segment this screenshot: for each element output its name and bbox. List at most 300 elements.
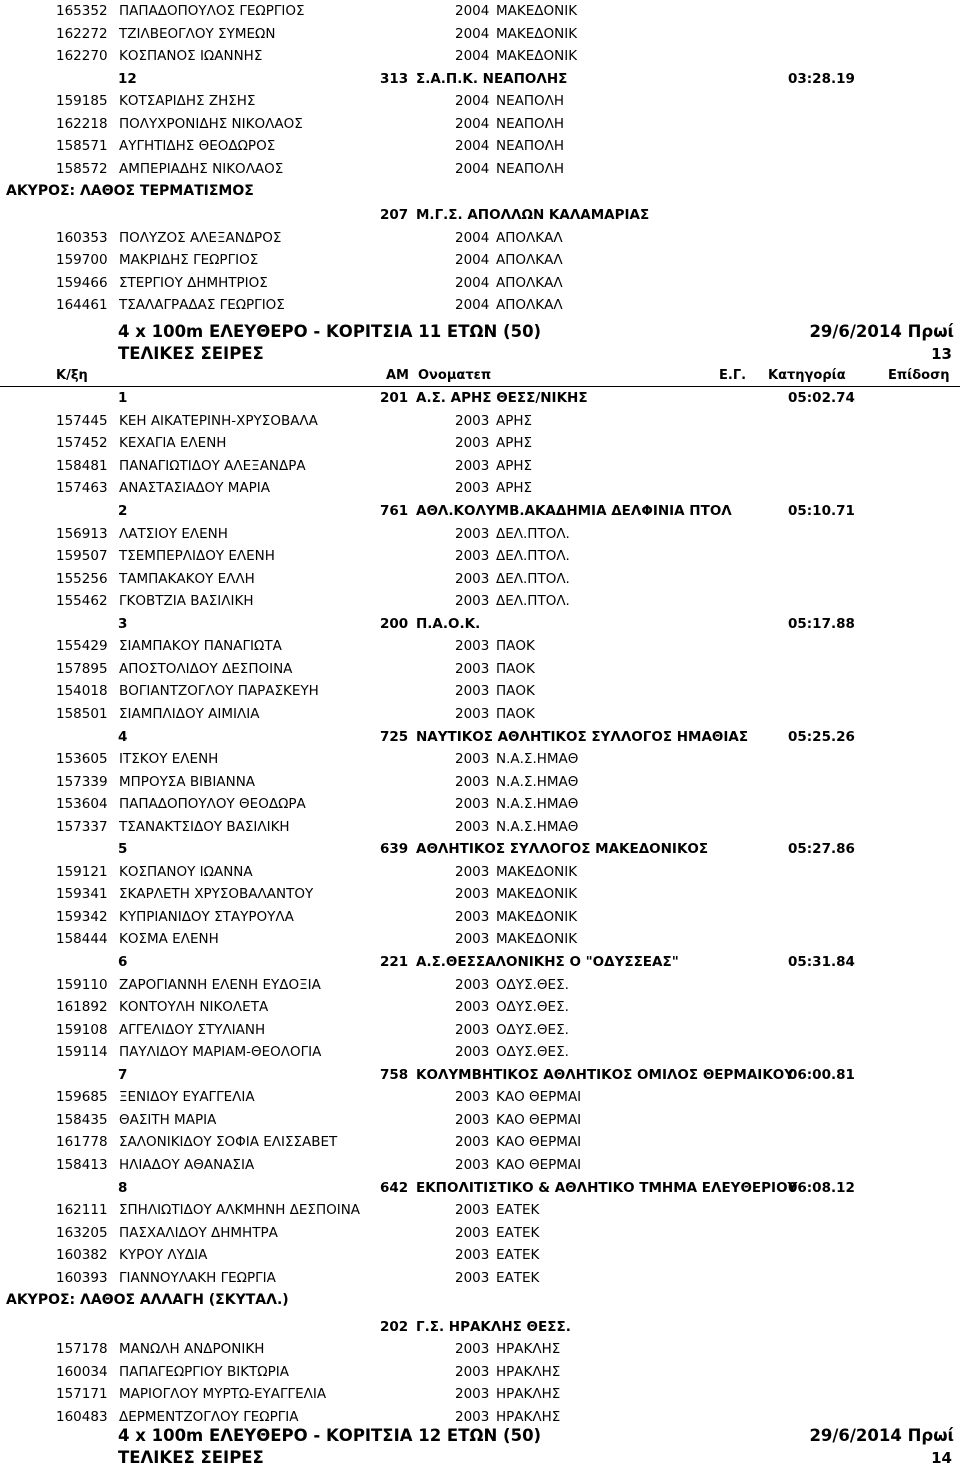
- team-club: ΝΑΥΤΙΚΟΣ ΑΘΛΗΤΙΚΟΣ ΣΥΛΛΟΓΟΣ ΗΜΑΘΙΑΣ: [416, 728, 749, 745]
- team-time: 06:00.81: [788, 1066, 855, 1083]
- swimmer-row: [0, 1109, 960, 1131]
- swimmer-name: ΤΑΜΠΑΚΑΚΟΥ ΕΛΛΗ: [119, 570, 255, 587]
- swimmer-name: ΠΑΠΑΔΟΠΟΥΛΟΣ ΓΕΩΡΓΙΟΣ: [119, 3, 305, 19]
- swimmer-name: ΔΕΡΜΕΝΤΖΟΓΛΟΥ ΓΕΩΡΓΙΑ: [119, 1409, 299, 1425]
- swimmer-name: ΜΑΚΡΙΔΗΣ ΓΕΩΡΓΙΟΣ: [119, 252, 259, 269]
- swimmer-row: [0, 227, 960, 249]
- team-rank: 5: [118, 841, 128, 858]
- swimmer-year: 2004: [455, 48, 490, 65]
- swimmer-am: 159185: [56, 93, 108, 110]
- swimmer-club: ΝΕΑΠΟΛΗ: [496, 138, 565, 155]
- swimmer-am: 156913: [56, 525, 108, 542]
- swimmer-row: [0, 748, 960, 770]
- swimmer-am: 160393: [56, 1269, 108, 1286]
- swimmer-year: 2003: [455, 412, 490, 429]
- swimmer-am: 159108: [56, 1021, 108, 1038]
- swimmer-row: [0, 1222, 960, 1244]
- swimmer-row: [0, 545, 960, 567]
- swimmer-name: ΚΥΠΡΙΑΝΙΔΟΥ ΣΤΑΥΡΟΥΛΑ: [119, 908, 294, 925]
- team-row: [0, 1177, 960, 1199]
- team-rank: 6: [118, 954, 128, 970]
- swimmer-am: 158444: [56, 931, 108, 948]
- swimmer-name: ΠΑΠΑΔΟΠΟΥΛΟΥ ΘΕΟΔΩΡΑ: [119, 796, 306, 813]
- team-club: Π.Α.Ο.Κ.: [416, 615, 481, 632]
- event-title: 4 x 100m ΕΛΕΥΘΕΡΟ - ΚΟΡΙΤΣΙΑ 11 ΕΤΩΝ (50): [118, 321, 542, 341]
- swimmer-club: ΑΡΗΣ: [496, 435, 533, 452]
- swimmer-name: ΣΙΑΜΠΑΚΟΥ ΠΑΝΑΓΙΩΤΑ: [119, 638, 282, 655]
- swimmer-club: ΔΕΛ.ΠΤΟΛ.: [496, 570, 570, 587]
- swimmer-club: ΑΡΗΣ: [496, 480, 533, 497]
- swimmer-club: ΜΑΚΕΔΟΝΙΚ: [496, 48, 578, 65]
- swimmer-name: ΚΟΝΤΟΥΛΗ ΝΙΚΟΛΕΤΑ: [119, 999, 269, 1016]
- status-text: ΑΚΥΡΟΣ: ΛΑΘΟΣ ΑΛΛΑΓΗ (ΣΚΥΤΑΛ.): [6, 1292, 289, 1309]
- team-rank: 1: [118, 390, 128, 407]
- team-row: [0, 726, 960, 748]
- swimmer-name: ΜΑΡΙΟΓΛΟΥ ΜΥΡΤΩ-ΕΥΑΓΓΕΛΙΑ: [119, 1386, 327, 1403]
- team-row: [0, 613, 960, 635]
- swimmer-am: 157171: [56, 1386, 108, 1403]
- swimmer-am: 157463: [56, 480, 108, 497]
- swimmer-year: 2003: [455, 1021, 490, 1038]
- swimmer-am: 159700: [56, 252, 108, 269]
- column-header: [0, 365, 960, 387]
- swimmer-year: 2003: [455, 999, 490, 1016]
- swimmer-club: ΠΑΟΚ: [496, 705, 535, 722]
- swimmer-club: ΑΠΟΛΚΑΛ: [496, 297, 563, 314]
- swimmer-name: ΚΕΧΑΓΙΑ ΕΛΕΝΗ: [119, 435, 227, 452]
- swimmer-name: ΤΣΑΝΑΚΤΣΙΔΟΥ ΒΑΣΙΛΙΚΗ: [119, 818, 290, 835]
- swimmer-row: [0, 90, 960, 112]
- swimmer-am: 157452: [56, 435, 108, 452]
- swimmer-row: [0, 1244, 960, 1266]
- swimmer-row: [0, 590, 960, 612]
- swimmer-club: ΜΑΚΕΔΟΝΙΚ: [496, 25, 578, 42]
- swimmer-year: 2003: [455, 1409, 490, 1425]
- header-rank: Κ/ξη: [56, 367, 88, 383]
- swimmer-name: ΓΚΟΒΤΖΙΑ ΒΑΣΙΛΙΚΗ: [119, 593, 254, 610]
- swimmer-row: [0, 523, 960, 545]
- swimmer-am: 162270: [56, 48, 108, 65]
- swimmer-name: ΚΟΣΠΑΝΟΥ ΙΩΑΝΝΑ: [119, 863, 253, 880]
- team-am: 642: [380, 1179, 409, 1196]
- swimmer-am: 157895: [56, 660, 108, 677]
- team-rank: 3: [118, 615, 128, 632]
- swimmer-am: 159342: [56, 908, 108, 925]
- event-title-row: [0, 1425, 960, 1447]
- swimmer-club: ΠΑΟΚ: [496, 683, 535, 700]
- swimmer-year: 2003: [455, 435, 490, 452]
- swimmer-name: ΤΣΕΜΠΕΡΛΙΔΟΥ ΕΛΕΝΗ: [119, 548, 275, 565]
- disqualified-status: [0, 180, 960, 202]
- swimmer-year: 2003: [455, 1111, 490, 1128]
- team-am: 639: [380, 841, 409, 858]
- swimmer-row: [0, 635, 960, 657]
- event-title: 4 x 100m ΕΛΕΥΘΕΡΟ - ΚΟΡΙΤΣΙΑ 12 ΕΤΩΝ (50): [118, 1425, 542, 1445]
- swimmer-year: 2003: [455, 1269, 490, 1286]
- swimmer-club: ΚΑΟ ΘΕΡΜΑΙ: [496, 1134, 582, 1151]
- swimmer-am: 159121: [56, 863, 108, 880]
- swimmer-year: 2003: [455, 480, 490, 497]
- team-am: 725: [380, 728, 409, 745]
- swimmer-club: ΠΑΟΚ: [496, 638, 535, 655]
- swimmer-row: [0, 771, 960, 793]
- swimmer-row: [0, 680, 960, 702]
- swimmer-am: 163205: [56, 1224, 108, 1241]
- swimmer-name: ΠΑΝΑΓΙΩΤΙΔΟΥ ΑΛΕΞΑΝΔΡΑ: [119, 457, 306, 474]
- event-date: 29/6/2014 Πρωί: [809, 1425, 954, 1445]
- swimmer-row: [0, 135, 960, 157]
- swimmer-am: 159341: [56, 886, 108, 903]
- swimmer-year: 2003: [455, 976, 490, 993]
- swimmer-year: 2003: [455, 683, 490, 700]
- swimmer-am: 158481: [56, 457, 108, 474]
- swimmer-club: ΗΡΑΚΛΗΣ: [496, 1341, 561, 1358]
- swimmer-year: 2004: [455, 25, 490, 42]
- event-title-row: [0, 321, 960, 343]
- swimmer-year: 2004: [455, 252, 490, 269]
- swimmer-year: 2003: [455, 1386, 490, 1403]
- event-sub-row: [0, 1447, 960, 1469]
- swimmer-year: 2003: [455, 773, 490, 790]
- team-club: Α.Σ. ΑΡΗΣ ΘΕΣΣ/ΝΙΚΗΣ: [416, 390, 588, 407]
- swimmer-year: 2004: [455, 138, 490, 155]
- swimmer-row: [0, 45, 960, 67]
- swimmer-name: ΑΠΟΣΤΟΛΙΔΟΥ ΔΕΣΠΟΙΝΑ: [119, 660, 293, 677]
- swimmer-club: ΚΑΟ ΘΕΡΜΑΙ: [496, 1111, 582, 1128]
- team-row: [0, 68, 960, 90]
- swimmer-name: ΑΓΓΕΛΙΔΟΥ ΣΤΥΛΙΑΝΗ: [119, 1021, 266, 1038]
- swimmer-name: ΜΠΡΟΥΣΑ ΒΙΒΙΑΝΝΑ: [119, 773, 256, 790]
- swimmer-name: ΚΟΤΣΑΡΙΔΗΣ ΖΗΣΗΣ: [119, 93, 256, 110]
- swimmer-am: 158435: [56, 1111, 108, 1128]
- team-time: 05:25.26: [788, 728, 855, 745]
- team-club: ΑΘΛ.ΚΟΛΥΜΒ.ΑΚΑΔΗΜΙΑ ΔΕΛΦΙΝΙΑ ΠΤΟΛ: [416, 503, 732, 519]
- event-sub-row: [0, 343, 960, 365]
- swimmer-am: 153605: [56, 751, 108, 768]
- team-rank: 2: [118, 503, 128, 519]
- swimmer-row: [0, 793, 960, 815]
- swimmer-am: 157339: [56, 773, 108, 790]
- team-am: 758: [380, 1066, 409, 1083]
- swimmer-year: 2004: [455, 3, 490, 19]
- swimmer-row: [0, 816, 960, 838]
- team-rank: 8: [118, 1179, 128, 1196]
- swimmer-row: [0, 928, 960, 950]
- swimmer-club: ΔΕΛ.ΠΤΟΛ.: [496, 593, 570, 610]
- team-time: 03:28.19: [788, 70, 855, 87]
- swimmer-year: 2003: [455, 1044, 490, 1061]
- team-row: [0, 951, 960, 973]
- swimmer-am: 157337: [56, 818, 108, 835]
- swimmer-club: ΜΑΚΕΔΟΝΙΚ: [496, 3, 578, 19]
- swimmer-row: [0, 1383, 960, 1405]
- swimmer-year: 2003: [455, 525, 490, 542]
- swimmer-name: ΚΟΣΜΑ ΕΛΕΝΗ: [119, 931, 219, 948]
- team-am: 313: [380, 70, 409, 87]
- swimmer-name: ΚΟΣΠΑΝΟΣ ΙΩΑΝΝΗΣ: [119, 48, 263, 65]
- swimmer-year: 2003: [455, 548, 490, 565]
- swimmer-year: 2003: [455, 1089, 490, 1106]
- swimmer-am: 159466: [56, 274, 108, 291]
- swimmer-year: 2003: [455, 1341, 490, 1358]
- swimmer-name: ΠΟΛΥΖΟΣ ΑΛΕΞΑΝΔΡΟΣ: [119, 229, 282, 246]
- swimmer-am: 153604: [56, 796, 108, 813]
- header-am: ΑΜ: [386, 367, 409, 383]
- swimmer-row: [0, 23, 960, 45]
- swimmer-club: ΝΕΑΠΟΛΗ: [496, 160, 565, 177]
- swimmer-am: 162272: [56, 25, 108, 42]
- swimmer-club: ΗΡΑΚΛΗΣ: [496, 1409, 561, 1425]
- swimmer-row: [0, 883, 960, 905]
- swimmer-club: ΗΡΑΚΛΗΣ: [496, 1386, 561, 1403]
- swimmer-row: [0, 1086, 960, 1108]
- swimmer-club: Ν.Α.Σ.ΗΜΑΘ: [496, 751, 579, 768]
- swimmer-year: 2003: [455, 705, 490, 722]
- swimmer-row: [0, 974, 960, 996]
- swimmer-year: 2004: [455, 93, 490, 110]
- swimmer-club: ΚΑΟ ΘΕΡΜΑΙ: [496, 1156, 582, 1173]
- swimmer-club: ΠΑΟΚ: [496, 660, 535, 677]
- event-date: 29/6/2014 Πρωί: [809, 321, 954, 341]
- swimmer-am: 165352: [56, 3, 108, 19]
- team-club: Γ.Σ. ΗΡΑΚΛΗΣ ΘΕΣΣ.: [416, 1318, 571, 1335]
- swimmer-am: 158413: [56, 1156, 108, 1173]
- team-club: Α.Σ.ΘΕΣΣΑΛΟΝΙΚΗΣ Ο "ΟΔΥΣΣΕΑΣ": [416, 954, 679, 970]
- team-row: [0, 387, 960, 409]
- swimmer-row: [0, 703, 960, 725]
- swimmer-year: 2003: [455, 1363, 490, 1380]
- swimmer-am: 160483: [56, 1409, 108, 1425]
- swimmer-row: [0, 455, 960, 477]
- team-club: ΕΚΠΟΛΙΤΙΣΤΙΚΟ & ΑΘΛΗΤΙΚΟ ΤΜΗΜΑ ΕΛΕΥΘΕΡΙΟΥ: [416, 1179, 798, 1196]
- swimmer-row: [0, 432, 960, 454]
- swimmer-name: ΤΣΑΛΑΓΡΑΔΑΣ ΓΕΩΡΓΙΟΣ: [119, 297, 285, 314]
- swimmer-am: 160382: [56, 1247, 108, 1264]
- team-am: 761: [380, 503, 409, 519]
- swimmer-name: ΘΑΣΙΤΗ ΜΑΡΙΑ: [119, 1111, 217, 1128]
- swimmer-year: 2003: [455, 818, 490, 835]
- swimmer-year: 2003: [455, 570, 490, 587]
- swimmer-am: 158571: [56, 138, 108, 155]
- swimmer-club: ΚΑΟ ΘΕΡΜΑΙ: [496, 1089, 582, 1106]
- swimmer-club: ΟΔΥΣ.ΘΕΣ.: [496, 1044, 569, 1061]
- swimmer-year: 2004: [455, 160, 490, 177]
- swimmer-year: 2003: [455, 593, 490, 610]
- swimmer-club: Ν.Α.Σ.ΗΜΑΘ: [496, 773, 579, 790]
- team-row: [0, 500, 960, 522]
- team-time: 05:02.74: [788, 390, 855, 407]
- swimmer-am: 155256: [56, 570, 108, 587]
- swimmer-club: Ν.Α.Σ.ΗΜΑΘ: [496, 818, 579, 835]
- swimmer-year: 2003: [455, 1247, 490, 1264]
- team-row: [0, 204, 960, 226]
- swimmer-club: ΑΡΗΣ: [496, 457, 533, 474]
- swimmer-name: ΖΑΡΟΓΙΑΝΝΗ ΕΛΕΝΗ ΕΥΔΟΞΙΑ: [119, 976, 321, 993]
- swimmer-row: [0, 1199, 960, 1221]
- team-row: [0, 838, 960, 860]
- swimmer-club: ΜΑΚΕΔΟΝΙΚ: [496, 863, 578, 880]
- swimmer-name: ΑΝΑΣΤΑΣΙΑΔΟΥ ΜΑΡΙΑ: [119, 480, 270, 497]
- team-row: [0, 1316, 960, 1338]
- swimmer-am: 155462: [56, 593, 108, 610]
- team-am: 200: [380, 615, 409, 632]
- swimmer-am: 159110: [56, 976, 108, 993]
- swimmer-row: [0, 113, 960, 135]
- swimmer-name: ΞΕΝΙΔΟΥ ΕΥΑΓΓΕΛΙΑ: [119, 1089, 255, 1106]
- team-am: 221: [380, 954, 409, 970]
- swimmer-am: 160034: [56, 1363, 108, 1380]
- swimmer-name: ΣΙΑΜΠΛΙΔΟΥ ΑΙΜΙΛΙΑ: [119, 705, 260, 722]
- swimmer-row: [0, 658, 960, 680]
- swimmer-club: ΕΑΤΕΚ: [496, 1202, 540, 1219]
- swimmer-year: 2003: [455, 1202, 490, 1219]
- team-time: 05:31.84: [788, 954, 855, 970]
- swimmer-am: 162111: [56, 1202, 108, 1219]
- swimmer-name: ΣΠΗΛΙΩΤΙΔΟΥ ΑΛΚΜΗΝΗ ΔΕΣΠΟΙΝΑ: [119, 1202, 361, 1219]
- swimmer-name: ΣΚΑΡΛΕΤΗ ΧΡΥΣΟΒΑΛΑΝΤΟΥ: [119, 886, 314, 903]
- swimmer-club: ΑΡΗΣ: [496, 412, 533, 429]
- swimmer-year: 2003: [455, 457, 490, 474]
- header-perf: Επίδοση: [888, 367, 950, 383]
- swimmer-name: ΣΑΛΟΝΙΚΙΔΟΥ ΣΟΦΙΑ ΕΛΙΣΣΑΒΕΤ: [119, 1134, 338, 1151]
- header-year: Ε.Γ.: [719, 367, 747, 383]
- event-number: 14: [931, 1448, 952, 1467]
- swimmer-name: ΣΤΕΡΓΙΟΥ ΔΗΜΗΤΡΙΟΣ: [119, 274, 268, 291]
- swimmer-year: 2004: [455, 274, 490, 291]
- swimmer-club: ΕΑΤΕΚ: [496, 1224, 540, 1241]
- swimmer-am: 157445: [56, 412, 108, 429]
- swimmer-am: 160353: [56, 229, 108, 246]
- swimmer-row: [0, 249, 960, 271]
- swimmer-club: ΑΠΟΛΚΑΛ: [496, 252, 563, 269]
- swimmer-year: 2003: [455, 931, 490, 948]
- swimmer-am: 154018: [56, 683, 108, 700]
- team-time: 05:27.86: [788, 841, 855, 858]
- swimmer-club: ΑΠΟΛΚΑΛ: [496, 274, 563, 291]
- swimmer-row: [0, 272, 960, 294]
- swimmer-club: ΜΑΚΕΔΟΝΙΚ: [496, 908, 578, 925]
- swimmer-row: [0, 1338, 960, 1360]
- team-rank: 12: [118, 70, 137, 87]
- swimmer-year: 2004: [455, 115, 490, 132]
- header-category: Κατηγορία: [768, 367, 846, 383]
- swimmer-club: ΗΡΑΚΛΗΣ: [496, 1363, 561, 1380]
- swimmer-year: 2003: [455, 1224, 490, 1241]
- swimmer-year: 2004: [455, 229, 490, 246]
- swimmer-row: [0, 996, 960, 1018]
- swimmer-row: [0, 1267, 960, 1289]
- swimmer-club: ΕΑΤΕΚ: [496, 1269, 540, 1286]
- swimmer-club: ΟΔΥΣ.ΘΕΣ.: [496, 1021, 569, 1038]
- swimmer-year: 2003: [455, 886, 490, 903]
- swimmer-am: 157178: [56, 1341, 108, 1358]
- swimmer-year: 2003: [455, 1134, 490, 1151]
- team-club: ΑΘΛΗΤΙΚΟΣ ΣΥΛΛΟΓΟΣ ΜΑΚΕΔΟΝΙΚΟΣ: [416, 841, 709, 858]
- swimmer-club: ΕΑΤΕΚ: [496, 1247, 540, 1264]
- swimmer-club: Ν.Α.Σ.ΗΜΑΘ: [496, 796, 579, 813]
- swimmer-name: ΠΑΥΛΙΔΟΥ ΜΑΡΙΑΜ-ΘΕΟΛΟΓΙΑ: [119, 1044, 322, 1061]
- header-name: Ονοματεπ: [418, 367, 492, 383]
- team-am: 202: [380, 1318, 409, 1335]
- swimmer-club: ΔΕΛ.ΠΤΟΛ.: [496, 548, 570, 565]
- swimmer-year: 2003: [455, 660, 490, 677]
- swimmer-year: 2003: [455, 638, 490, 655]
- team-club: Σ.Α.Π.Κ. ΝΕΑΠΟΛΗΣ: [416, 70, 568, 87]
- swimmer-row: [0, 0, 960, 22]
- swimmer-row: [0, 568, 960, 590]
- swimmer-name: ΚΕΗ ΑΙΚΑΤΕΡΙΝΗ-ΧΡΥΣΟΒΑΛΑ: [119, 412, 318, 429]
- team-time: 05:10.71: [788, 503, 855, 519]
- swimmer-year: 2003: [455, 908, 490, 925]
- event-phase: ΤΕΛΙΚΕΣ ΣΕΙΡΕΣ: [118, 1447, 264, 1467]
- event-number: 13: [931, 344, 952, 363]
- swimmer-year: 2003: [455, 796, 490, 813]
- team-rank: 4: [118, 728, 128, 745]
- swimmer-am: 161892: [56, 999, 108, 1016]
- swimmer-club: ΝΕΑΠΟΛΗ: [496, 93, 565, 110]
- swimmer-name: ΒΟΓΙΑΝΤΖΟΓΛΟΥ ΠΑΡΑΣΚΕΥΗ: [119, 683, 319, 700]
- swimmer-club: ΜΑΚΕΔΟΝΙΚ: [496, 931, 578, 948]
- swimmer-name: ΤΖΙΛΒΕΟΓΛΟΥ ΣΥΜΕΩΝ: [119, 25, 276, 42]
- swimmer-row: [0, 158, 960, 180]
- swimmer-row: [0, 294, 960, 316]
- team-rank: 7: [118, 1066, 128, 1083]
- swimmer-row: [0, 1361, 960, 1383]
- swimmer-club: ΑΠΟΛΚΑΛ: [496, 229, 563, 246]
- swimmer-club: ΜΑΚΕΔΟΝΙΚ: [496, 886, 578, 903]
- swimmer-row: [0, 410, 960, 432]
- swimmer-year: 2003: [455, 1156, 490, 1173]
- swimmer-name: ΠΑΠΑΓΕΩΡΓΙΟΥ ΒΙΚΤΩΡΙΑ: [119, 1363, 289, 1380]
- swimmer-am: 159685: [56, 1089, 108, 1106]
- swimmer-club: ΟΔΥΣ.ΘΕΣ.: [496, 999, 569, 1016]
- swimmer-am: 164461: [56, 297, 108, 314]
- team-row: [0, 1064, 960, 1086]
- swimmer-am: 158572: [56, 160, 108, 177]
- swimmer-year: 2003: [455, 751, 490, 768]
- swimmer-name: ΑΜΠΕΡΙΑΔΗΣ ΝΙΚΟΛΑΟΣ: [119, 160, 284, 177]
- swimmer-name: ΚΥΡΟΥ ΛΥΔΙΑ: [119, 1247, 208, 1264]
- swimmer-year: 2003: [455, 863, 490, 880]
- team-club: Μ.Γ.Σ. ΑΠΟΛΛΩΝ ΚΑΛΑΜΑΡΙΑΣ: [416, 206, 650, 223]
- team-am: 201: [380, 390, 409, 407]
- team-club: ΚΟΛΥΜΒΗΤΙΚΟΣ ΑΘΛΗΤΙΚΟΣ ΟΜΙΛΟΣ ΘΕΡΜΑΙΚΟΥ: [416, 1066, 795, 1083]
- swimmer-row: [0, 1154, 960, 1176]
- swimmer-name: ΙΤΣΚΟΥ ΕΛΕΝΗ: [119, 751, 219, 768]
- disqualified-status: [0, 1289, 960, 1311]
- swimmer-name: ΓΙΑΝΝΟΥΛΑΚΗ ΓΕΩΡΓΙΑ: [119, 1269, 276, 1286]
- swimmer-am: 161778: [56, 1134, 108, 1151]
- swimmer-am: 159114: [56, 1044, 108, 1061]
- swimmer-name: ΠΑΣΧΑΛΙΔΟΥ ΔΗΜΗΤΡΑ: [119, 1224, 278, 1241]
- swimmer-name: ΑΥΓΗΤΙΔΗΣ ΘΕΟΔΩΡΟΣ: [119, 138, 276, 155]
- swimmer-row: [0, 1131, 960, 1153]
- swimmer-am: 159507: [56, 548, 108, 565]
- swimmer-row: [0, 861, 960, 883]
- swimmer-am: 162218: [56, 115, 108, 132]
- event-phase: ΤΕΛΙΚΕΣ ΣΕΙΡΕΣ: [118, 343, 264, 363]
- swimmer-row: [0, 477, 960, 499]
- swimmer-row: [0, 1041, 960, 1063]
- status-text: ΑΚΥΡΟΣ: ΛΑΘΟΣ ΤΕΡΜΑΤΙΣΜΟΣ: [6, 183, 254, 200]
- swimmer-name: ΛΑΤΣΙΟΥ ΕΛΕΝΗ: [119, 525, 228, 542]
- swimmer-am: 158501: [56, 705, 108, 722]
- team-time: 06:08.12: [788, 1179, 855, 1196]
- swimmer-am: 155429: [56, 638, 108, 655]
- team-am: 207: [380, 206, 409, 223]
- swimmer-club: ΟΔΥΣ.ΘΕΣ.: [496, 976, 569, 993]
- swimmer-year: 2004: [455, 297, 490, 314]
